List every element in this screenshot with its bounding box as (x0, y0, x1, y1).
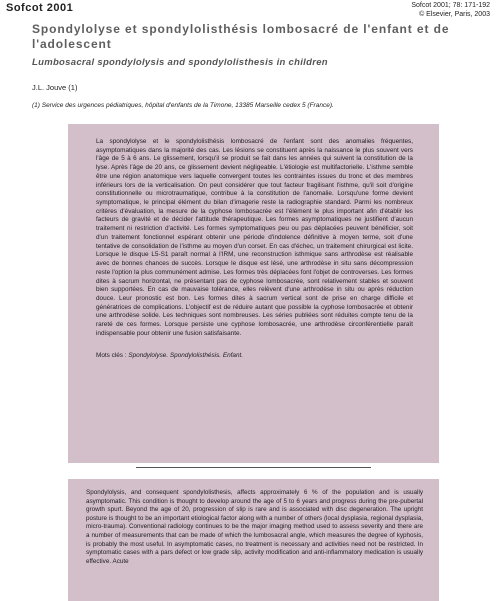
journal-name: Sofcot 2001 (6, 2, 74, 14)
article-title-english: Lumbosacral spondylolysis and spondylolisthesis in children (32, 57, 328, 68)
affiliation-line: (1) Service des urgences pédiatriques, hôpital d'enfants de la Timone, 13385 Marseille cedex 5 (France). (32, 102, 334, 109)
abstract-french-box (68, 124, 439, 463)
keywords-line (96, 352, 413, 361)
citation-block (411, 2, 490, 19)
abstract-english-box (68, 479, 439, 601)
keywords-label: Mots clés : (96, 351, 129, 359)
abstract-french-text: La spondylolyse et le spondylolisthésis lombosacré de l'enfant sont des anomalies fréquentes, asymptomatiques dans la majorité des cas. Les lésions se constituent après la naissance le plus souvent vers l'âge de 5 à 6 ans. Le glissement, lorsqu'il se produit se fait dans les années qui suivent la constitution de la lyse. Après l'âge de 20 ans, ce glissement devient négligeable. L'étiologie est multifactorielle. L'isthme semble être une région anatomique vers laquelle convergent toutes les contraintes issues du tronc et des membres inférieurs lors de la verticalisation. On peut considérer que tout facteur fragilisant l'isthme, qu'il soit d'origine constitutionnelle ou microtraumatique, contribue à la constitution de l'anomalie. Lorsqu'une forme devient symptomatique, le principal élément du bilan d'imagerie reste la radiographie standard. Parmi les nombreux critères d'évaluation, la mesure de la cyphose lombosacrée est l'élément le plus important afin d'établir les facteurs de gravité et de décider l'attitude thérapeutique. Les formes asymptomatiques ne justifient d'aucun traitement ni restriction d'activité. Les formes symptomatiques peu ou pas déplacées peuvent bénéficier, soit d'un traitement fonctionnel espérant obtenir une période d'indolence définitive à moyen terme, soit d'une tentative de consolidation de l'isthme au moyen d'un corset. En cas d'échec, un traitement chirurgical est licite. Lorsque le disque L5-S1 paraît normal à l'IRM, une reconstruction isthmique sans arthrodèse est réalisable avec de bonnes chances de succès. Lorsque le disque est lésé, une arthrodèse in situ sans décompression reste l'option la plus communément admise. Les formes très déplacées font l'objet de controverses. Les formes dites à sacrum horizontal, ne présentant pas de cyphose lombosacrée, sont relativement stables et souvent bien supportées. En cas de mauvaise tolérance, elles relèvent d'une arthrodèse in situ ou après réduction douce. Leur pronostic est bon. Les formes dites à sacrum vertical sont de prise en charge difficile et génératrices de complications. L'objectif est de réduire autant que possible la cyphose lombosacrée et obtenir une arthrodèse solide. Les techniques sont nombreuses. Les séries publiées sont réduites compte tenu de la rareté de ces formes. Lorsque persiste une cyphose lombosacrée, une arthrodèse circonférentielle paraît indispensable pour obtenir une fusion satisfaisante. (96, 138, 413, 337)
publisher-line: © Elsevier, Paris, 2003 (419, 10, 490, 18)
author-line: J.L. Jouve (1) (32, 83, 78, 92)
citation-line: Sofcot 2001; 78: 171-192 (411, 2, 490, 9)
article-title-french: Spondylolyse et spondylolisthésis lombosacré de l'enfant et de l'adolescent (32, 22, 450, 51)
section-divider (136, 467, 371, 468)
abstract-english-text: Spondylolysis, and consequent spondylolisthesis, affects approximately 6 % of the population and is usually asymptomatic. This condition is thought to develop around the age of 5 to 6 years and progress during the pre-pubertal growth spurt. Beyond the age of 20, progression of slip is rare and is associated with disc degeneration. The upright posture is thought to be an important etiological factor along with a number of others (local dysplasia, regional dysplasia, micro-trauma). Conventional radiology continues to be the major imaging method used to assess severity and there are a number of measurements that can be made of which the lumbosacral angle, which measures the degree of kyphosis, is probably the most useful. In asymptomatic cases, no treatment is necessary and activities need not be restricted. In symptomatic cases with a pars defect or low grade slip, activity modification and anti-inflammatory medication is usually effective. Acute (86, 489, 423, 565)
keywords-list: Spondylolyse. Spondylolisthésis. Enfant. (128, 351, 244, 359)
